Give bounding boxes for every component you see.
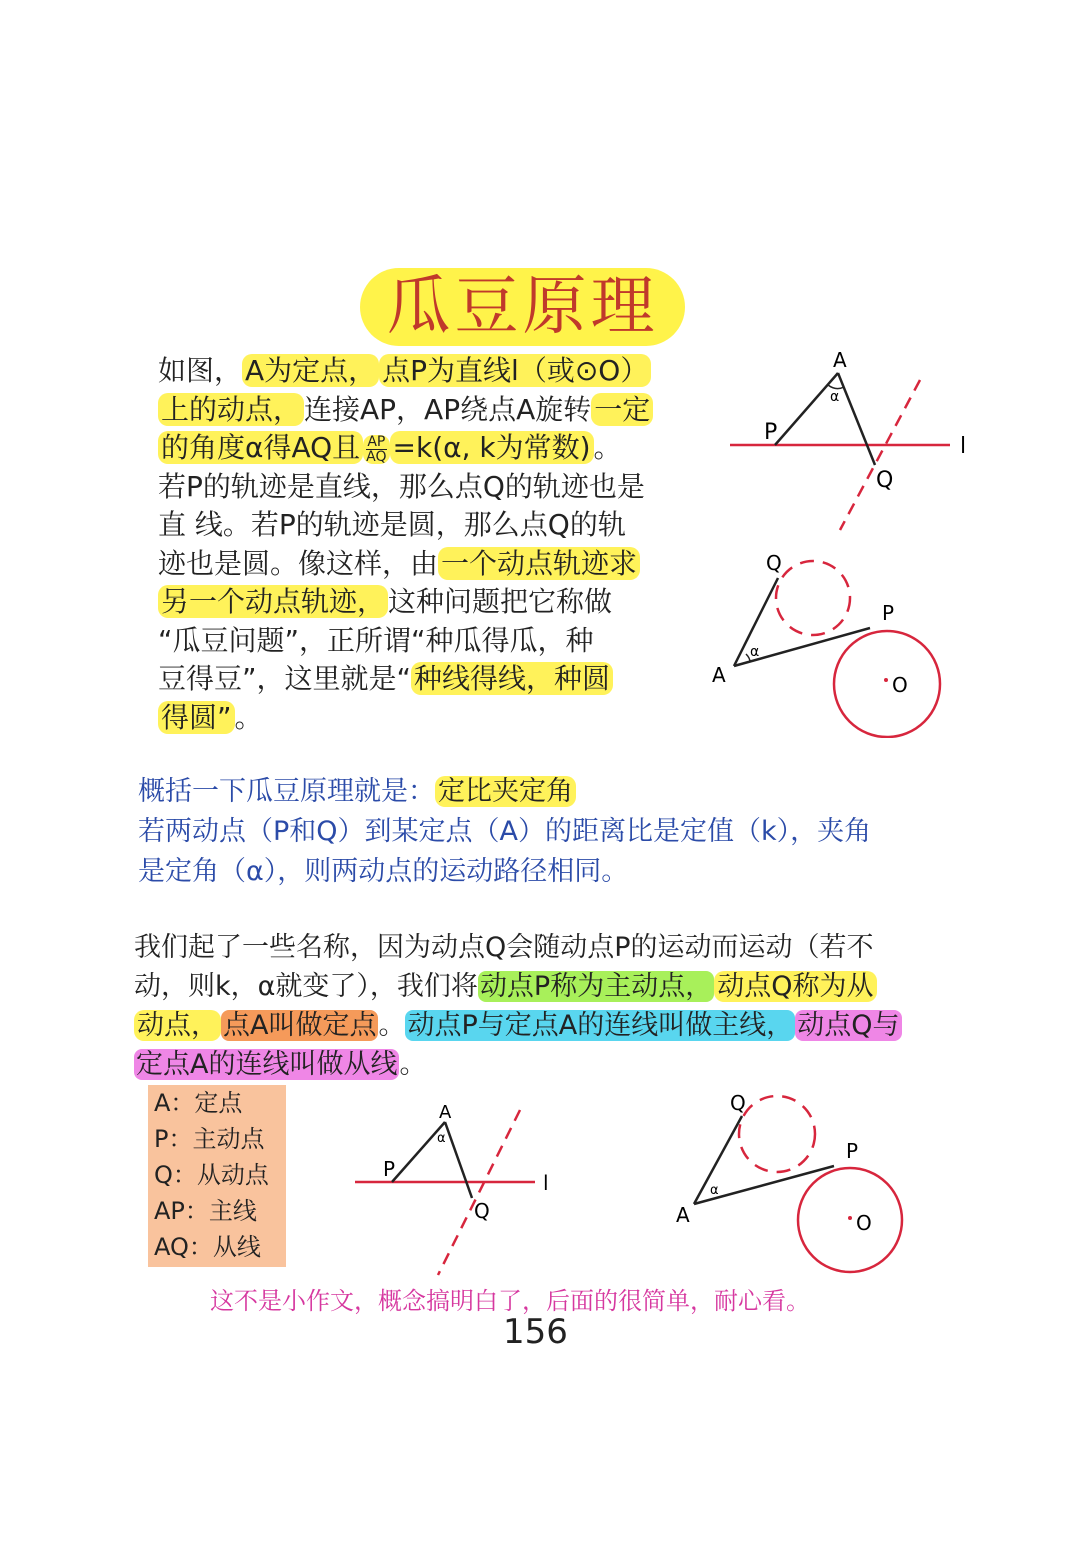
names-block (134, 928, 1034, 1084)
summary-line-3: 是定角（α），则两动点的运动路径相同。 (138, 856, 629, 887)
page-number: 156 (503, 1312, 568, 1352)
label-q: Q (766, 551, 782, 575)
label-alpha: α (750, 644, 760, 660)
names-line-4: 定点A的连线叫做从线。 (136, 1049, 427, 1080)
label-alpha: α (710, 1183, 719, 1198)
intro-line-5: 直 线。若P的轨迹是圆，那么点Q的轨 (158, 508, 626, 541)
terminology-legend (148, 1085, 286, 1267)
intro-line-1: 如图， A为定点， 点P为直线l（或⊙O） (158, 352, 718, 391)
footer-note: 这不是小作文，概念搞明白了，后面的很简单，耐心看。 (210, 1287, 810, 1315)
diagram-circle-case (710, 548, 960, 738)
intro-line-9: 豆得豆”，这里就是“ 种线得线，种圆 (158, 660, 718, 699)
summary-line-2: 若两动点（P和Q）到某定点（A）的距离比是定值（k），夹角 (138, 816, 872, 847)
summary-key: 定比夹定角 (435, 776, 576, 807)
label-q: Q (730, 1091, 746, 1115)
label-p: P (846, 1139, 859, 1163)
label-q: Q (474, 1199, 490, 1223)
intro-line-10: 得圆” 。 (158, 699, 718, 738)
legend-item: A：定点 (154, 1089, 243, 1117)
label-a: A (833, 348, 847, 372)
intro-line-8: “瓜豆问题”，正所谓“种瓜得瓜，种 (158, 623, 594, 657)
summary-block (138, 772, 1038, 892)
label-o: O (856, 1211, 872, 1235)
intro-line-7: 另一个动点轨迹， 这种问题把它称做 (158, 583, 718, 622)
legend-item: Q：从动点 (154, 1161, 269, 1189)
names-line-3: 动点， 点A叫做定点。动点P与定点A的连线叫做主线， 动点Q与 (134, 1006, 1034, 1045)
label-p: P (882, 601, 895, 625)
label-a: A (439, 1102, 452, 1123)
names-line-2: 动，则k，α就变了），我们将动点P称为主动点， 动点Q称为从 (134, 967, 1034, 1006)
locus-q-dashed-circle (739, 1096, 815, 1172)
circle-o (834, 631, 940, 737)
diagram-circle-case-bottom (672, 1090, 912, 1280)
diagram-line-case-bottom (350, 1100, 570, 1280)
legend-item: AQ：从线 (154, 1233, 261, 1261)
intro-line-2: 上的动点， 连接AP，AP绕点A旋转 一定 (158, 391, 718, 430)
intro-line-4: 若P的轨迹是直线，那么点Q的轨迹也是 (158, 469, 645, 503)
center-o-dot (884, 678, 888, 682)
label-l: l (543, 1171, 549, 1195)
locus-q-dashed-circle (776, 561, 850, 635)
intro-line-6: 迹也是圆。像这样，由 一个动点轨迹求 (158, 545, 718, 584)
label-q: Q (876, 468, 894, 493)
label-a: A (712, 663, 726, 687)
label-alpha: α (437, 1131, 446, 1146)
intro-paragraph (158, 352, 718, 737)
label-p: P (764, 420, 778, 445)
label-p: P (383, 1157, 396, 1181)
segment-aq (445, 1122, 472, 1198)
center-o-dot (848, 1216, 852, 1220)
legend-item: AP：主线 (154, 1197, 257, 1225)
segment-ap (775, 373, 838, 445)
locus-q-dashed (840, 380, 920, 530)
label-alpha: α (830, 389, 840, 405)
label-o: O (892, 673, 908, 697)
diagram-line-case (720, 345, 980, 535)
page-title: 瓜豆原理 (360, 268, 685, 346)
label-a: A (676, 1203, 690, 1227)
legend-item: P：主动点 (154, 1125, 265, 1153)
intro-line-3: 的角度α得AQ且 $\frac{AP}{AQ}$ =k(α, k为常数) 。 (158, 429, 718, 468)
names-line-1: 我们起了一些名称，因为动点Q会随动点P的运动而运动（若不 (134, 932, 874, 963)
ratio-fraction: $\frac{AP}{AQ}$ (363, 435, 389, 464)
label-l: l (960, 434, 967, 459)
summary-line-1: 概括一下瓜豆原理就是： 定比夹定角 (138, 772, 1038, 812)
